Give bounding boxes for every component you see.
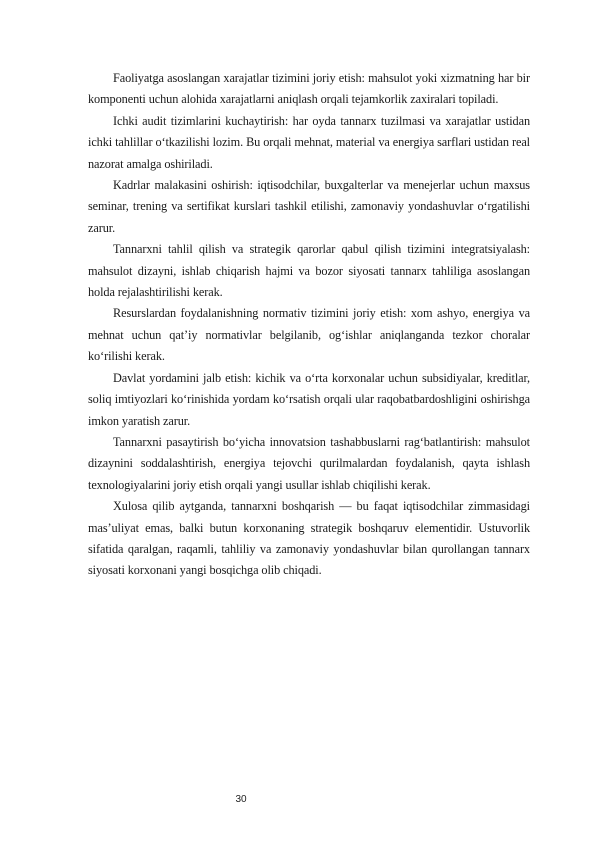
- paragraph-state-support: Davlat yordamini jalb etish: kichik va o‘rta korxonalar uchun subsidiyalar, kreditlar, soliq imtiyozlari ko‘rinishida yordam ko‘rsatish orqali ular raqobatbardoshligini oshirishga imkon yaratish zarur.: [88, 370, 530, 428]
- paragraph-activity-based-costing: Faoliyatga asoslangan xarajatlar tizimini joriy etish: mahsulot yoki xizmatning har bir komponenti uchun alohida xarajatlarni aniqlash orqali tejamkorlik zaxiralari topiladi.: [88, 71, 530, 107]
- paragraph-internal-audit: Ichki audit tizimlarini kuchaytirish: har oyda tannarx tuzilmasi va xarajatlar ustidan ichki tahlillar o‘tkazilishi lozim. Bu orqali mehnat, material va energiya sarflari ustidan real nazorat amalga oshiriladi.: [88, 113, 530, 171]
- paragraph-innovation-initiatives: Tannarxni pasaytirish bo‘yicha innovatsion tashabbuslarni rag‘batlantirish: mahsulot dizaynini soddalashtirish, energiya tejovchi qurilmalardan foydalanish, qayta ishlash texnologiyalarini joriy etish orqali yangi usullar ishlab chiqilishi kerak.: [88, 434, 530, 492]
- paragraph-staff-training: Kadrlar malakasini oshirish: iqtisodchilar, buxgalterlar va menejerlar uchun maxsus seminar, trening va sertifikat kurslari tashkil etilishi, zamonaviy yondashuvlar o‘rgatilishi zarur.: [88, 178, 530, 235]
- paragraph-resource-norms: Resurslardan foydalanishning normativ tizimini joriy etish: xom ashyo, energiya va mehnat uchun qat’iy normativlar belgilanib, og‘ishlar aniqlanganda tezkor choralar ko‘rilishi kerak.: [88, 306, 530, 364]
- document-body: [88, 68, 530, 582]
- paragraph-cost-analysis-integration: Tannarxni tahlil qilish va strategik qarorlar qabul qilish tizimini integratsiyalash: mahsulot dizayni, ishlab chiqarish hajmi va bozor siyosati tannarx tahliliga asoslangan holda rejalashtirilishi kerak.: [88, 242, 530, 300]
- page-number: 30: [235, 794, 247, 805]
- paragraph-conclusion: Xulosa qilib aytganda, tannarxni boshqarish — bu faqat iqtisodchilar zimmasidagi mas’uliyat emas, balki butun korxonaning strategik boshqaruv elementidir. Ustuvorlik sifatida qaralgan, raqamli, tahliliy va zamonaviy yondashuvlar bilan qurollangan tannarx siyosati korxonani yangi bosqichga olib chiqadi.: [88, 499, 530, 578]
